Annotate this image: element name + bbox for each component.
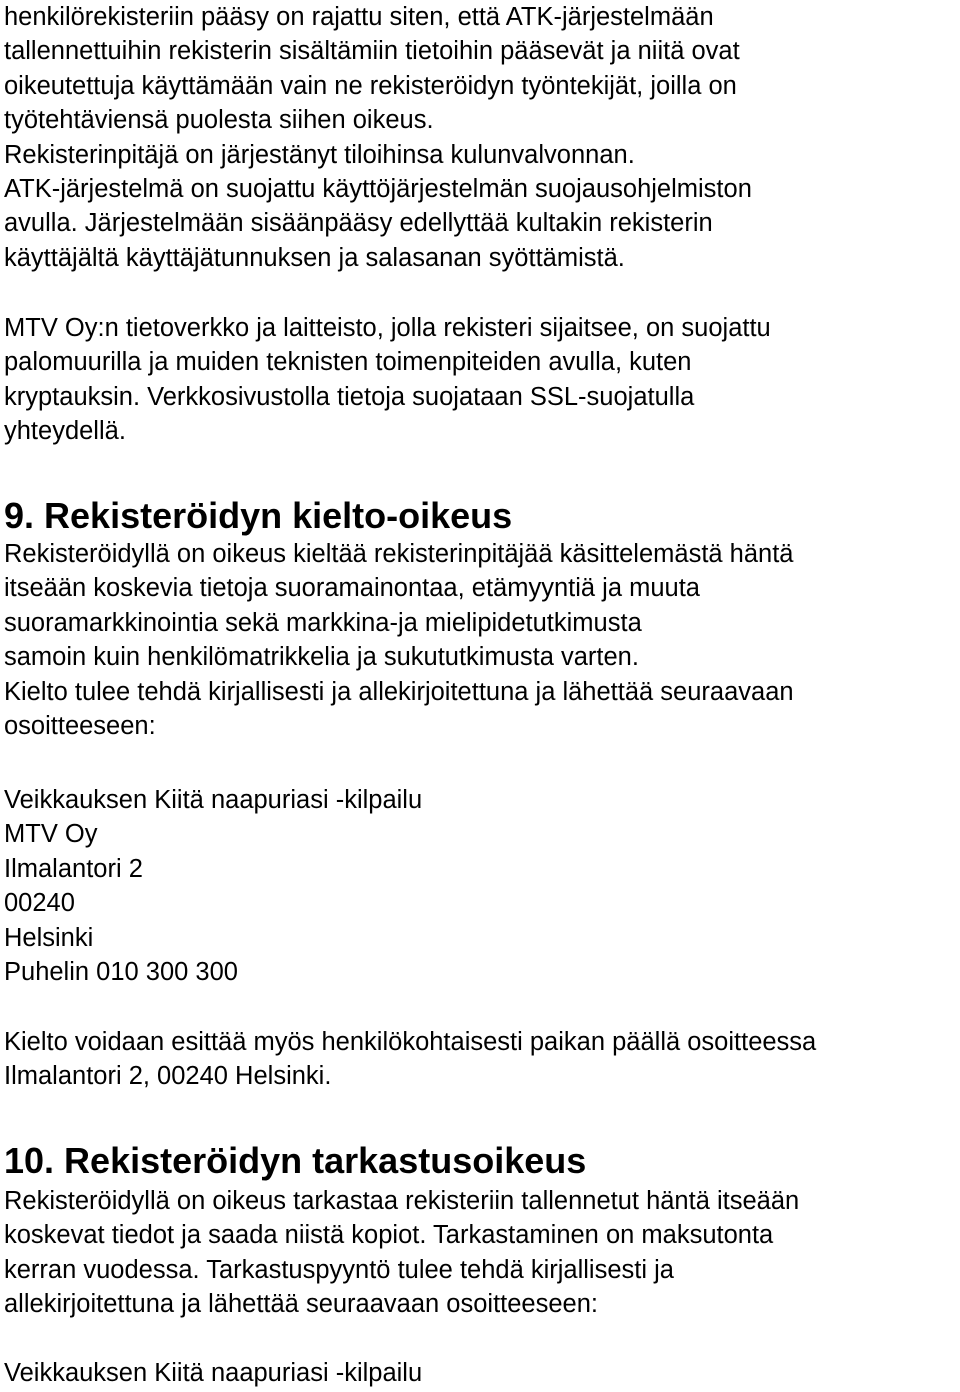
text-line: osoitteeseen: — [4, 712, 156, 741]
text-line: tallennettuihin rekisterin sisältämiin tietoihin pääsevät ja niitä ovat — [4, 37, 740, 66]
section-9-note — [4, 1025, 816, 1094]
text-line: Rekisteröidyllä on oikeus kieltää rekisterinpitäjää käsittelemästä häntä — [4, 540, 794, 568]
text-line: Rekisterinpitäjä on järjestänyt tiloihinsa kulunvalvonnan. — [4, 140, 635, 169]
text-line: samoin kuin henkilömatrikkelia ja sukututkimusta varten. — [4, 643, 639, 672]
section-9-body — [4, 537, 794, 743]
text-line: käyttäjältä käyttäjätunnuksen ja salasanan syöttämistä. — [4, 243, 625, 272]
paragraph-security — [4, 0, 752, 275]
text-line: MTV Oy:n tietoverkko ja laitteisto, jolla rekisteri sijaitsee, on suojattu — [4, 314, 771, 342]
section-10-heading: 10. Rekisteröidyn tarkastusoikeus — [4, 1140, 587, 1181]
address-line: 00240 — [4, 889, 75, 918]
text-line: palomuurilla ja muiden teknisten toimenpiteiden avulla, kuten — [4, 348, 692, 377]
text-line: avulla. Järjestelmään sisäänpääsy edellyttää kultakin rekisterin — [4, 209, 713, 238]
text-line: ATK-järjestelmä on suojattu käyttöjärjestelmän suojausohjelmiston — [4, 175, 752, 204]
text-line: Rekisteröidyllä on oikeus tarkastaa rekisteriin tallennetut häntä itseään — [4, 1187, 800, 1215]
address-line: Puhelin 010 300 300 — [4, 958, 238, 987]
text-line: kryptauksin. Verkkosivustolla tietoja suojataan SSL-suojatulla — [4, 382, 695, 411]
address-line: Ilmalantori 2 — [4, 854, 143, 883]
section-10-address — [4, 1356, 422, 1390]
text-line: Kielto voidaan esittää myös henkilökohtaisesti paikan päällä osoitteessa — [4, 1028, 817, 1056]
text-line: itseään koskevia tietoja suoramainontaa, etämyyntiä ja muuta — [4, 574, 700, 603]
address-line: Veikkauksen Kiitä naapuriasi -kilpailu — [4, 1359, 423, 1387]
text-line: työtehtäviensä puolesta siihen oikeus. — [4, 106, 434, 135]
address-line: Helsinki — [4, 923, 94, 952]
text-line: Kielto tulee tehdä kirjallisesti ja allekirjoitettuna ja lähettää seuraavaan — [4, 677, 794, 706]
section-9-heading: 9. Rekisteröidyn kielto-oikeus — [4, 495, 513, 536]
section-9-address — [4, 783, 422, 989]
address-line: MTV Oy — [4, 820, 98, 849]
text-line: Ilmalantori 2, 00240 Helsinki. — [4, 1062, 332, 1091]
section-10-body — [4, 1184, 799, 1322]
text-line: yhteydellä. — [4, 417, 126, 446]
paragraph-network — [4, 311, 771, 449]
text-line: henkilörekisteriin pääsy on rajattu siten, että ATK-järjestelmään — [4, 3, 714, 31]
address-line: Veikkauksen Kiitä naapuriasi -kilpailu — [4, 786, 423, 814]
text-line: suoramarkkinointia sekä markkina-ja mielipidetutkimusta — [4, 608, 642, 637]
text-line: kerran vuodessa. Tarkastuspyyntö tulee tehdä kirjallisesti ja — [4, 1255, 674, 1284]
text-line: oikeutettuja käyttämään vain ne rekisteröidyn työntekijät, joilla on — [4, 71, 737, 100]
text-line: koskevat tiedot ja saada niistä kopiot. Tarkastaminen on maksutonta — [4, 1221, 774, 1250]
text-line: allekirjoitettuna ja lähettää seuraavaan osoitteeseen: — [4, 1290, 598, 1319]
